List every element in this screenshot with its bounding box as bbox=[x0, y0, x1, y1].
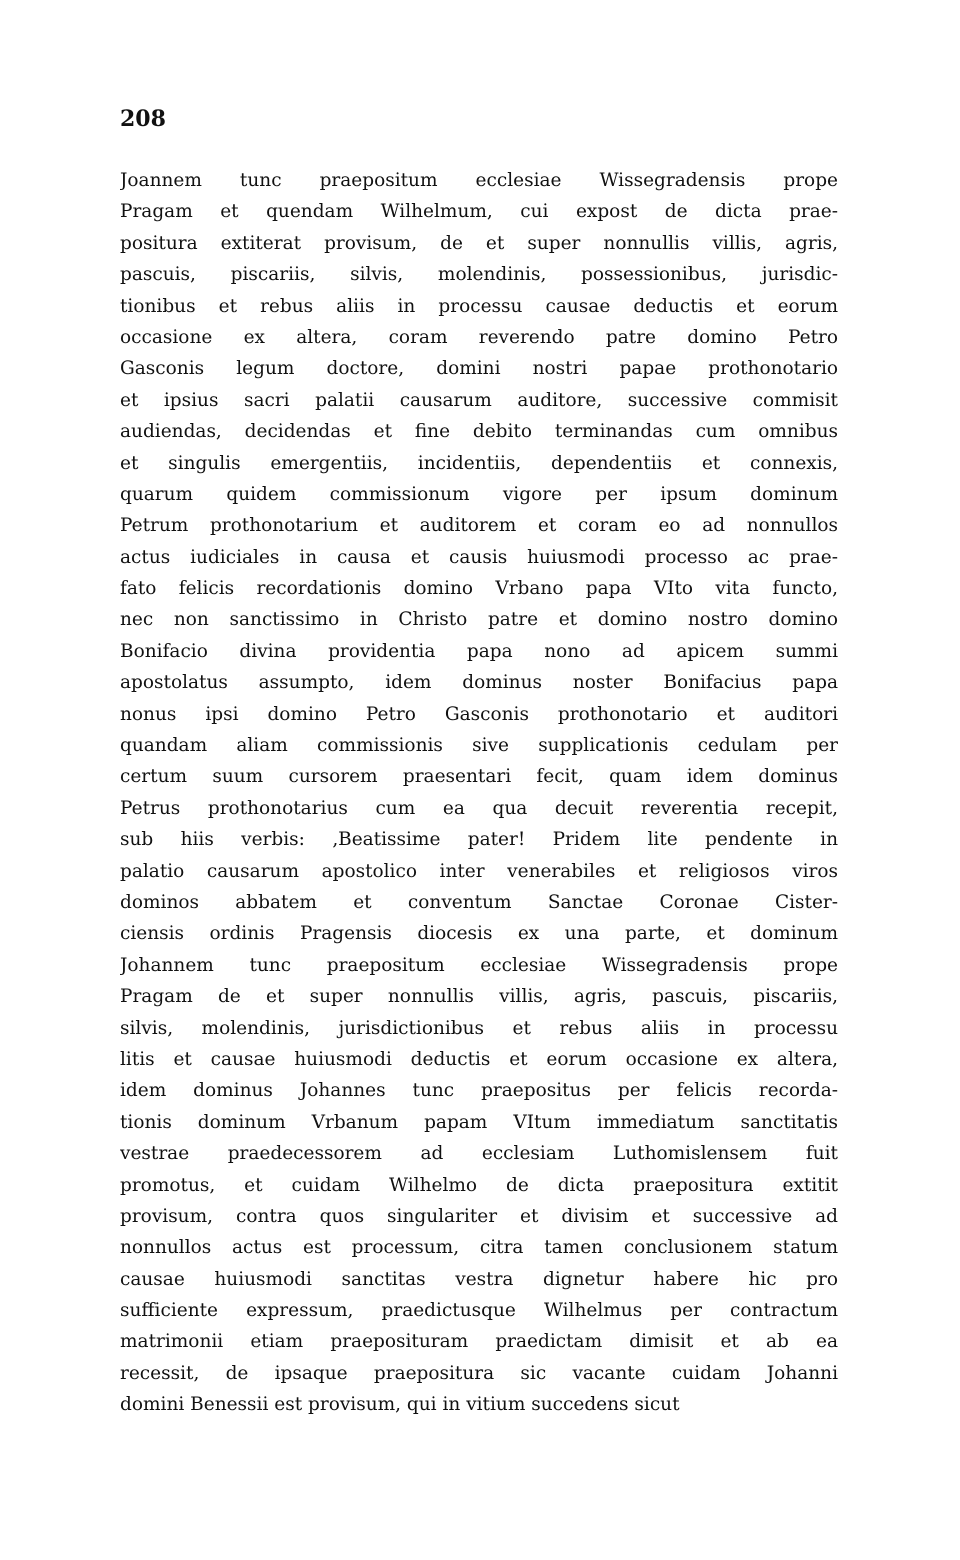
text-line: Joannem tunc praepositum ecclesiae Wissegradensis prope bbox=[120, 170, 838, 191]
text-line: sufficiente expressum, praedictusque Wilhelmus per contractum bbox=[120, 1300, 838, 1322]
text-line: tionibus et rebus aliis in processu causae deductis et eorum bbox=[120, 295, 838, 317]
text-line: provisum, contra quos singulariter et divisim et successive ad bbox=[120, 1205, 838, 1227]
text-line: matrimonii etiam praeposituram praedictam dimisit et ab ea bbox=[120, 1331, 838, 1353]
text-line: tionis dominum Vrbanum papam VItum immediatum sanctitatis bbox=[120, 1111, 838, 1133]
text-line: quarum quidem commissionum vigore per ipsum dominum bbox=[120, 483, 838, 505]
text-line: silvis, molendinis, jurisdictionibus et rebus aliis in processu bbox=[120, 1017, 838, 1039]
text-line: vestrae praedecessorem ad ecclesiam Luthomislensem fuit bbox=[120, 1143, 838, 1165]
text-line: causae huiusmodi sanctitas vestra dignetur habere hic pro bbox=[120, 1268, 838, 1290]
text-line: pascuis, piscariis, silvis, molendinis, possessionibus, jurisdic- bbox=[120, 264, 838, 286]
text-line: ciensis ordinis Pragensis diocesis ex una parte, et dominum bbox=[120, 923, 838, 945]
text-line: nonus ipsi domino Petro Gasconis prothonotario et auditori bbox=[120, 703, 838, 725]
text-line: domini Benessii est provisum, qui in vitium succedens sicut bbox=[120, 1394, 680, 1416]
text-line: nec non sanctissimo in Christo patre et domino nostro domino bbox=[120, 609, 838, 631]
text-line: nonnullos actus est processum, citra tamen conclusionem statum bbox=[120, 1237, 838, 1259]
text-line: certum suum cursorem praesentari fecit, quam idem dominus bbox=[120, 766, 838, 788]
text-line: Petrum prothonotarium et auditorem et coram eo ad nonnullos bbox=[120, 515, 838, 537]
text-line: quandam aliam commissionis sive supplicationis cedulam per bbox=[120, 735, 838, 757]
text-line: apostolatus assumpto, idem dominus noster Bonifacius papa bbox=[120, 672, 838, 694]
text-line: litis et causae huiusmodi deductis et eorum occasione ex altera, bbox=[120, 1048, 838, 1070]
text-line: actus iudiciales in causa et causis huiusmodi processo ac prae- bbox=[120, 546, 838, 568]
text-line: Johannem tunc praepositum ecclesiae Wissegradensis prope bbox=[120, 954, 838, 976]
text-line: recessit, de ipsaque praepositura sic vacante cuidam Johanni bbox=[120, 1362, 838, 1384]
text-line: occasione ex altera, coram reverendo patre domino Petro bbox=[120, 326, 838, 348]
body-text bbox=[120, 165, 838, 1421]
text-line: Pragam de et super nonnullis villis, agris, pascuis, piscariis, bbox=[120, 986, 838, 1008]
page-number: 208 bbox=[120, 106, 166, 132]
text-line: positura extiterat provisum, de et super nonnullis villis, agris, bbox=[120, 232, 838, 254]
text-line: fato felicis recordationis domino Vrbano papa VIto vita functo, bbox=[120, 578, 838, 600]
text-line: audiendas, decidendas et fine debito terminandas cum omnibus bbox=[120, 421, 838, 443]
text-line: et ipsius sacri palatii causarum auditore, successive commisit bbox=[120, 389, 838, 411]
text-line: Pragam et quendam Wilhelmum, cui expost de dicta prae- bbox=[120, 201, 838, 223]
text-line: palatio causarum apostolico inter venerabiles et religiosos viros bbox=[120, 860, 838, 882]
text-line: Bonifacio divina providentia papa nono ad apicem summi bbox=[120, 640, 838, 662]
text-line: Gasconis legum doctore, domini nostri papae prothonotario bbox=[120, 358, 838, 380]
text-line: idem dominus Johannes tunc praepositus per felicis recorda- bbox=[120, 1080, 838, 1102]
text-line: promotus, et cuidam Wilhelmo de dicta praepositura extitit bbox=[120, 1174, 838, 1196]
text-line: sub hiis verbis: ‚Beatissime pater! Pridem lite pendente in bbox=[120, 829, 838, 851]
text-line: dominos abbatem et conventum Sanctae Coronae Cister- bbox=[120, 891, 838, 913]
text-line: Petrus prothonotarius cum ea qua decuit reverentia recepit, bbox=[120, 797, 838, 819]
text-line: et singulis emergentiis, incidentiis, dependentiis et connexis, bbox=[120, 452, 838, 474]
